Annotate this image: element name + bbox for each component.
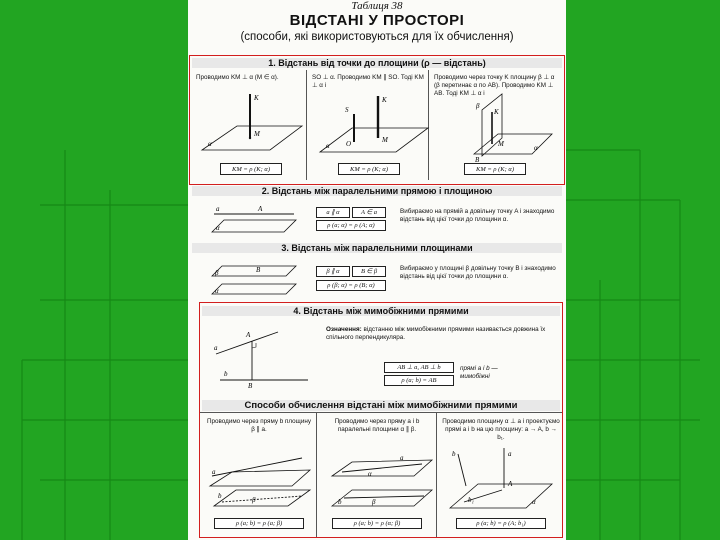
methods-heading: Способи обчислення відстані між мимобіжними прямими [202,400,560,411]
svg-text:a: a [508,450,512,458]
svg-text:b: b [338,498,342,506]
m3-formula: ρ (a; b) = ρ (A; b₁) [456,518,546,529]
s1-formula-1: KM = ρ (K; α) [220,163,282,175]
svg-text:b: b [452,450,456,458]
svg-text:K: K [382,96,387,104]
s4-def-text: відстанню між мимобіжними прямими називається довжина їх спільного перпендикуляра. [326,326,546,341]
svg-text:A: A [258,205,263,213]
s1-formula-3: KM = ρ (K; α) [464,163,526,175]
svg-text:β: β [372,498,376,506]
s4-formula-2: ρ (a; b) = AB [384,375,454,386]
svg-text:α: α [215,287,219,295]
s3-formula-3: ρ (β; α) = ρ (B; α) [316,280,386,291]
table-sheet [188,0,566,540]
svg-text:B: B [256,266,261,274]
section-3-heading: 3. Відстань між паралельними площинами [192,243,562,253]
svg-text:A: A [246,331,251,339]
svg-text:b: b [224,370,228,378]
s2-formula-2: A ∈ a [352,207,386,218]
svg-text:β: β [252,496,256,504]
svg-text:O: O [346,140,352,148]
svg-text:K: K [494,108,499,116]
methods-figures [202,446,562,514]
svg-text:α: α [326,142,330,150]
s4-note: прямі a і b — мимобіжні [460,365,498,380]
s3-text: Вибираємо у площині β довільну точку B і знаходимо відстань від цієї точки до площини α. [400,265,556,280]
s1-col2-text: SO ⊥ α. Проводимо KM ∥ SO. Тоді KM ⊥ α і [312,74,424,89]
svg-text:M: M [382,136,388,144]
label-M: M [254,130,260,138]
m2-formula: ρ (a; b) = ρ (α; β) [332,518,422,529]
svg-text:B: B [475,156,480,162]
s3-formula-2: B ∈ β [352,266,386,277]
svg-text:b: b [218,492,222,500]
svg-text:a: a [214,344,218,352]
section-4-heading: 4. Відстань між мимобіжними прямими [202,306,560,316]
s1-formula-2: KM = ρ (K; α) [338,163,400,175]
label-K: K [254,94,259,102]
s4-def-label: Означення: [326,326,362,333]
page-title: ВІДСТАНІ У ПРОСТОРІ [289,12,465,29]
s2-text: Вибираємо на прямій a довільну точку A і знаходимо відстань від цієї точки до площини α. [400,208,555,223]
svg-text:α: α [532,498,536,506]
m2-text: Проводимо через пряму a і b паралельні площини α ∥ β. [334,418,420,433]
m3-text: Проводимо площину α ⊥ a і проектуємо прямі a і b на цю площину: a → A, b → b₁. [442,418,560,441]
s4-figure [208,322,318,390]
svg-text:α: α [216,224,220,232]
svg-text:M: M [498,140,504,148]
s1-col3-text: Проводимо через точку K площину β ⊥ α (β перетинає α по AB). Проводимо KM ⊥ AB. Тоді KM ⊥ α і [434,74,555,97]
s1-col1-text: Проводимо KM ⊥ α (M ∈ α). [196,74,279,81]
m1-formula: ρ (a; b) = ρ (a; β) [214,518,304,529]
svg-text:a: a [400,454,404,462]
svg-text:β: β [215,269,219,277]
section-2-heading: 2. Відстань між паралельними прямою і площиною [192,186,562,196]
m1-text: Проводимо через пряму b площину β ∥ a. [206,418,311,433]
svg-text:b₁: b₁ [468,496,474,504]
svg-text:a: a [212,468,216,476]
s1-figures [192,86,562,162]
s2-formula-1: a ∥ α [316,207,350,218]
s3-figure [210,258,300,300]
s4-formula-1: AB ⊥ a, AB ⊥ b [384,362,454,373]
table-number: Таблиця 38 [351,0,403,12]
svg-text:β: β [476,102,480,110]
s2-figure [210,200,300,236]
svg-text:α: α [368,470,372,478]
svg-text:S: S [345,106,349,114]
s2-formula-3: ρ (a; α) = ρ (A; α) [316,220,386,231]
s3-formula-1: β ∥ α [316,266,350,277]
svg-text:A: A [508,480,513,488]
page-subtitle: (способи, які використовуються для їх обчислення) [240,31,514,43]
label-alpha: α [208,140,212,148]
svg-text:a: a [216,205,220,213]
section-1-heading: 1. Відстань від точки до площини (ρ — відстань) [192,58,562,68]
svg-text:B: B [248,382,253,390]
svg-text:α: α [534,144,538,152]
